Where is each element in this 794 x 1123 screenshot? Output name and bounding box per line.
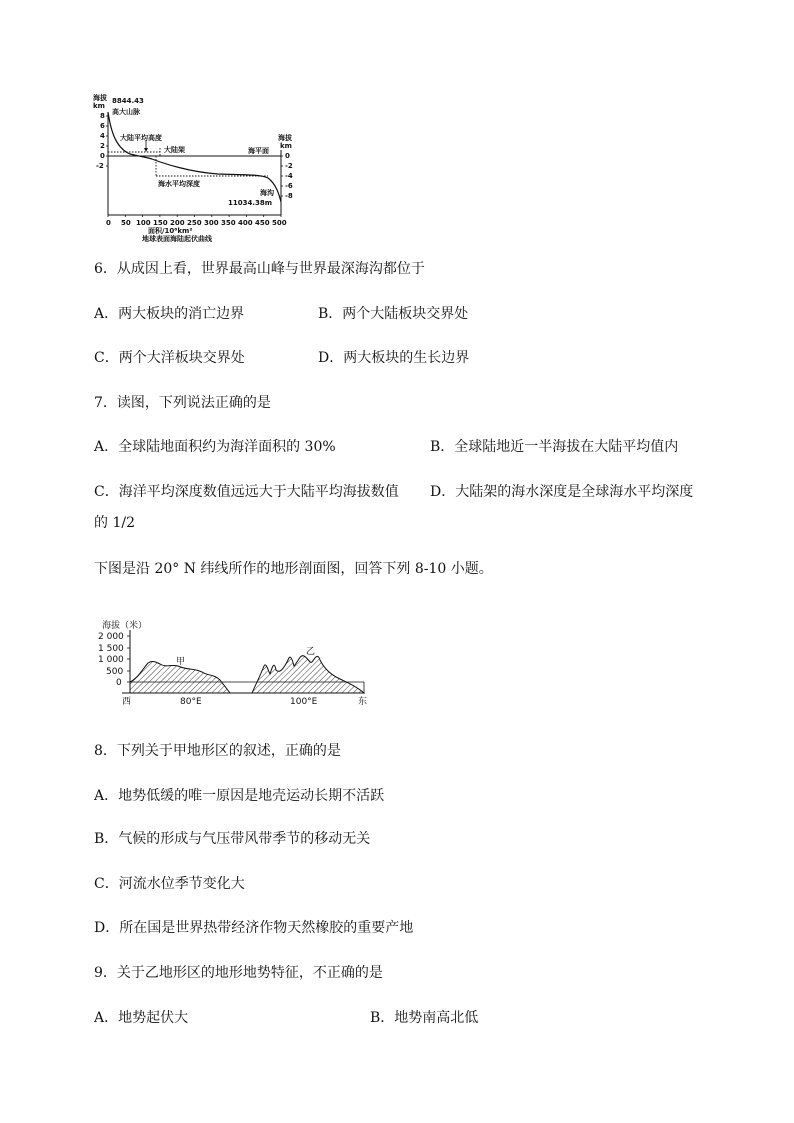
y-tick: 0 (116, 678, 122, 688)
label-yi: 乙 (306, 647, 316, 657)
y-left-tick: 8 (100, 112, 105, 120)
y-right-tick: -6 (285, 182, 293, 190)
question-7-stem: 7．读图，下列说法正确的是 (94, 395, 271, 411)
x-tick: 400 (238, 219, 253, 227)
question-8-option-a: A．地势低缓的唯一原因是地壳运动长期不活跃 (94, 788, 385, 804)
y-tick: 500 (106, 667, 124, 677)
x-tick: 150 (153, 219, 168, 227)
question-6-option-c: C．两个大洋板块交界处 (94, 350, 245, 366)
y-tick: 2 000 (98, 632, 124, 642)
question-7-option-a: A．全球陆地面积约为海洋面积的 30% (94, 439, 336, 455)
terrain-yi (252, 656, 364, 693)
question-8-option-b: B．气候的形成与气压带风带季节的移动无关 (94, 831, 371, 847)
question-9-option-a: A．地势起伏大 (94, 1010, 189, 1026)
continental-shelf-label: 大陆架 (164, 146, 185, 154)
question-6-option-d: D．两大板块的生长边界 (318, 350, 470, 366)
x-tick: 350 (221, 219, 236, 227)
x-tick: 0 (106, 219, 111, 227)
x-tick: 100 (136, 219, 151, 227)
mountain-label: 高大山脉 (112, 108, 140, 116)
label-jia: 甲 (176, 657, 186, 667)
trench-value: 11034.38m (228, 199, 273, 207)
west-label: 西 (122, 697, 132, 707)
x-tick: 200 (170, 219, 185, 227)
y-left-tick: 2 (100, 142, 105, 150)
hypsographic-curve (108, 112, 281, 202)
question-6-option-a: A．两大板块的消亡边界 (94, 306, 245, 322)
hypsographic-curve-figure (90, 92, 300, 242)
y-right-tick: -4 (285, 172, 293, 180)
question-6-option-b: B．两个大陆板块交界处 (318, 306, 469, 322)
question-7-option-c: C．海洋平均深度数值远远大于大陆平均海拔数值 (94, 484, 399, 500)
x-tick: 50 (121, 219, 131, 227)
x-axis-label: 面积/10⁶km² (148, 227, 193, 235)
y-right-tick: 0 (285, 152, 290, 160)
y-left-unit-bottom: km (93, 102, 105, 110)
question-7-option-d-continued: 的 1/2 (94, 515, 135, 531)
sea-level-label: 海平面 (248, 147, 269, 155)
trench-label: 海沟 (260, 189, 274, 197)
question-6-stem: 6．从成因上看，世界最高山峰与世界最深海沟都位于 (94, 261, 425, 277)
x-tick-100e: 100°E (290, 697, 318, 707)
y-left-unit-top: 海拔 (93, 94, 107, 102)
question-9-option-b: B．地势南高北低 (370, 1010, 479, 1026)
ocean-average-label: 海水平均深度 (158, 180, 200, 188)
x-tick: 250 (187, 219, 202, 227)
section-intro: 下图是沿 20° N 纬线所作的地形剖面图，回答下列 8-10 小题。 (94, 561, 493, 577)
question-8-option-d: D．所在国是世界热带经济作物天然橡胶的重要产地 (94, 920, 414, 936)
east-label: 东 (358, 697, 368, 707)
question-7-option-d: D．大陆架的海水深度是全球海水平均深度 (430, 484, 694, 500)
x-tick-80e: 80°E (180, 697, 202, 707)
y-axis-label: 海拔（米） (102, 621, 148, 631)
y-right-unit-top: 海拔 (278, 134, 292, 142)
question-9-stem: 9．关于乙地形区的地形地势特征，不正确的是 (94, 965, 383, 981)
x-tick: 300 (204, 219, 219, 227)
x-tick: 500 (272, 219, 287, 227)
y-left-tick: 4 (100, 132, 105, 140)
question-7-option-b: B．全球陆地近一半海拔在大陆平均值内 (430, 439, 679, 455)
y-right-unit-bottom: km (280, 142, 292, 150)
question-8-option-c: C．河流水位季节变化大 (94, 876, 245, 892)
figure-caption: 地球表面海陆起伏曲线 (142, 235, 212, 242)
terrain-profile-figure (94, 618, 374, 708)
y-left-tick: 6 (100, 122, 105, 130)
y-tick: 1 000 (98, 655, 124, 665)
y-tick: 1 500 (98, 644, 124, 654)
question-8-stem: 8．下列关于甲地形区的叙述，正确的是 (94, 743, 341, 759)
y-left-tick: -2 (96, 162, 104, 170)
y-right-tick: -8 (285, 192, 293, 200)
y-right-tick: -2 (285, 162, 293, 170)
peak-value: 8844.43 (112, 97, 144, 105)
y-left-tick: 0 (100, 152, 105, 160)
x-tick: 450 (255, 219, 270, 227)
continent-average-label: 大陆平均高度 (120, 134, 162, 142)
